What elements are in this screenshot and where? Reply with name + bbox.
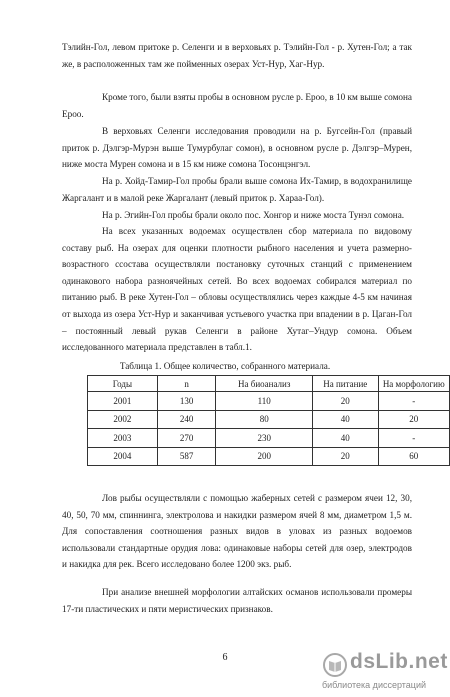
paragraph-3: В верховьях Селенги исследования проводили на р. Бугсейн-Гол (правый приток р. Дэлгэр-Мурэн выше Тумурбулаг сомон), в основном русле р. Дэлгэр–Мурен, ниже моста Мурен сомона и в 15 км ниже сомона Тосонцэнгэл. xyxy=(62,126,412,170)
table-row xyxy=(88,447,450,466)
table-cell: 230 xyxy=(216,429,313,448)
table-row xyxy=(88,392,450,411)
header-cell: На биоанализ xyxy=(216,376,313,392)
table-cell: 110 xyxy=(216,392,313,411)
paragraph-6: На всех указанных водоемах осуществлен сбор материала по видовому составу рыб. На озерах для оценки плотности рыбного населения и учета размерно-возрастного ссостава осуществляли постановку суточных станций с применением одинакового набора разноячейных сетей. Во всех водоемах собирался материал по питанию рыб. В реке Хутен-Гол – обловы осуществлялись через каждые 4-5 км начиная от выхода из озера Уст-Нур и заканчивая устьевого участка при впадении в р. Цаган-Гол – постоянный левый рукав Селенги в районе Хутаг–Ундур сомона. Объем исследованного материала представлен в табл.1. xyxy=(62,226,412,353)
paragraph-4: На р. Хойд-Тамир-Гол пробы брали выше сомона Их-Тамир, в водохранилище Жаргалант и в малой реке Жаргалант (левый приток р. Хараа-Гол). xyxy=(62,176,412,203)
watermark xyxy=(322,650,447,694)
table-cell: 20 xyxy=(313,447,378,466)
table-row xyxy=(88,429,450,448)
header-cell: На морфологию xyxy=(378,376,449,392)
table-row xyxy=(88,410,450,429)
paragraph-7: Лов рыбы осуществляли с помощью жаберных сетей с размером ячеи 12, 30, 40, 50, 70 мм, спиннинга, электролова и накидки размером ячей 8 мм, диаметром 1,5 м. Для сопоставления соотношения разных видов в уловах из разных водоемов использовали стандартные орудия лова: одинаковые наборы сетей для озер, электродов и накидка для рек. Всего исследовано более 1200 экз. рыб. xyxy=(62,493,412,570)
table-cell: - xyxy=(378,392,449,411)
table-cell: 20 xyxy=(378,410,449,429)
table-caption: Таблица 1. Общее количество, собранного материала. xyxy=(119,361,331,371)
paragraph-5: На р. Эгийн-Гол пробы брали около пос. Хонгор и ниже моста Тунэл сомона. xyxy=(102,210,405,220)
table-cell: 2003 xyxy=(88,429,158,448)
table-cell: 240 xyxy=(157,410,216,429)
table-cell: 80 xyxy=(216,410,313,429)
table-cell: 200 xyxy=(216,447,313,466)
header-cell: На питание xyxy=(313,376,378,392)
table-cell: - xyxy=(378,429,449,448)
header-cell: Годы xyxy=(88,376,158,392)
page-number: 6 xyxy=(222,652,228,663)
header-cell: n xyxy=(157,376,216,392)
table-cell: 270 xyxy=(157,429,216,448)
table-cell: 20 xyxy=(313,392,378,411)
watermark-subtitle: библиотека диссертаций xyxy=(322,680,427,690)
table-cell: 40 xyxy=(313,429,378,448)
table-cell: 2002 xyxy=(88,410,158,429)
table-cell: 40 xyxy=(313,410,378,429)
table-cell: 2004 xyxy=(88,447,158,466)
book-icon xyxy=(322,652,348,678)
data-table xyxy=(87,375,450,466)
table-cell: 60 xyxy=(378,447,449,466)
paragraph-2: Кроме того, были взяты пробы в основном русле р. Ероо, в 10 км выше сомона Ероо. xyxy=(62,92,412,119)
paragraph-8: При анализе внешней морфологии алтайских османов использовали промеры 17-ти пластических и пяти меристических признаков. xyxy=(62,587,412,614)
table-header-row xyxy=(88,376,450,392)
table-cell: 587 xyxy=(157,447,216,466)
watermark-logo: dsLib.net xyxy=(350,650,448,673)
paragraph-1: Тэлийн-Гол, левом притоке р. Селенги и в верховьях р. Тэлийн-Гол - р. Хутен-Гол; а так же, в расположенных там же пойменных озерах Уст-Нур, Хаг-Нур. xyxy=(62,42,412,69)
table-cell: 130 xyxy=(157,392,216,411)
table-cell: 2001 xyxy=(88,392,158,411)
